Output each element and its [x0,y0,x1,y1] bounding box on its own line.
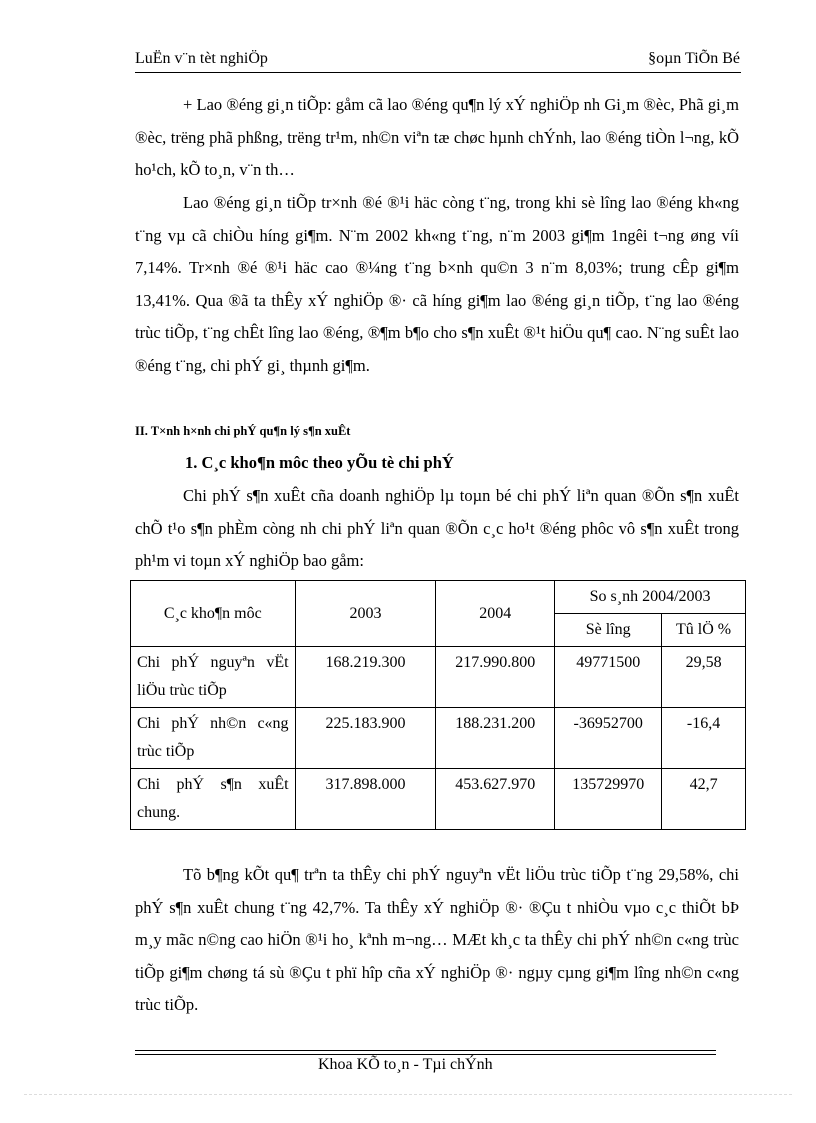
cell-percent: 29,58 [662,647,746,708]
cell-percent: -16,4 [662,708,746,769]
page-header-left: LuËn v¨n tèt nghiÖp [135,50,268,67]
cost-items-table [130,580,746,830]
cell-amount: 49771500 [555,647,662,708]
cell-amount: -36952700 [555,708,662,769]
header-compare: So s¸nh 2004/2003 [555,581,746,614]
header-percent: Tû lÖ % [662,614,746,647]
table-row [131,647,746,708]
page-footer: Khoa KÕ to¸n - Tµi chÝnh [318,1056,493,1073]
paragraph-conclusion: Tõ b¶ng kÕt qu¶ trªn ta thÊy chi phÝ nguyªn vËt liÖu trùc tiÕp t¨ng 29,58%, chi phÝ s¶n xuÊt chung t¨ng 42,7%. Ta thÊy xÝ nghiÖp ®· ®Çu t nhiÒu vµo c¸c thiÕt bÞ m¸y mãc n©ng cao hiÖn ®¹i ho¸ kªnh m¬ng… MÆt kh¸c ta thÊy chi phÝ nh©n c«ng trùc tiÕp gi¶m chøng tá sù ®Çu t phï hîp cña xÝ nghiÖp ®· ngµy cµng gi¶m lîng nh©n c«ng trùc tiÕp. [135,865,739,1014]
table-header-row [131,581,746,614]
table-row [131,769,746,830]
cell-amount: 135729970 [555,769,662,830]
header-2003: 2003 [295,581,436,647]
header-item: C¸c kho¶n môc [131,581,296,647]
header-divider [135,72,741,73]
page-edge-divider [24,1094,792,1095]
paragraph-labor-analysis: Lao ®éng gi¸n tiÕp tr×nh ®é ®¹i häc còng t¨ng, trong khi sè lîng lao ®éng kh«ng t¨ng vµ cã chiÒu híng gi¶m. N¨m 2002 kh«ng t¨ng, n¨m 2003 gi¶m 1ngêi t¬ng øng víi 7,14%. Tr×nh ®é ®¹i häc cao ®¼ng t¨ng b×nh qu©n 3 n¨m 8,03%; trung cÊp gi¶m 13,41%. Qua ®ã ta thÊy xÝ nghiÖp ®· cã híng gi¶m lao ®éng gi¸n tiÕp, t¨ng lao ®éng trùc tiÕp, t¨ng chÊt lîng lao ®éng, ®¶m b¶o cho s¶n xuÊt ®¹t hiÖu qu¶ cao. N¨ng suÊt lao ®éng t¨ng, chi phÝ gi¸ thµnh gi¶m. [135,193,739,375]
cell-percent: 42,7 [662,769,746,830]
cell-2004: 188.231.200 [436,708,555,769]
paragraph-indirect-labor: + Lao ®éng gi¸n tiÕp: gåm cã lao ®éng qu¶n lý xÝ nghiÖp nh Gi¸m ®èc, Phã gi¸m ®èc, trëng phã phßng, trëng tr¹m, nh©n viªn tæ chøc hµnh chÝnh, lao ®éng tiÒn l¬ng, kÕ ho¹ch, kÕ to¸n, v¨n th… [135,95,739,179]
cell-2003: 317.898.000 [295,769,436,830]
sub-heading: 1. C¸c kho¶n môc theo yÕu tè chi phÝ [185,453,454,472]
row-label: Chi phÝ nguyªn vËt liÖu trùc tiÕp [131,647,296,708]
row-label: Chi phÝ s¶n xuÊt chung. [131,769,296,830]
table-row [131,708,746,769]
section-heading: II. T×nh h×nh chi phÝ qu¶n lý s¶n xuÊt [135,424,351,438]
cell-2004: 453.627.970 [436,769,555,830]
footer-divider-bottom [135,1054,716,1055]
page-header-right: §oµn TiÕn Bé [648,50,740,67]
cell-2004: 217.990.800 [436,647,555,708]
cell-2003: 168.219.300 [295,647,436,708]
header-2004: 2004 [436,581,555,647]
paragraph-cost-definition: Chi phÝ s¶n xuÊt cña doanh nghiÖp lµ toµn bé chi phÝ liªn quan ®Õn s¶n xuÊt chÕ t¹o s¶n phÈm còng nh chi phÝ liªn quan ®Õn c¸c ho¹t ®éng phôc vô s¶n xuÊt trong ph¹m vi toµn xÝ nghiÖp bao gåm: [135,486,739,570]
footer-divider-top [135,1050,716,1051]
cell-2003: 225.183.900 [295,708,436,769]
row-label: Chi phÝ nh©n c«ng trùc tiÕp [131,708,296,769]
header-amount: Sè lîng [555,614,662,647]
